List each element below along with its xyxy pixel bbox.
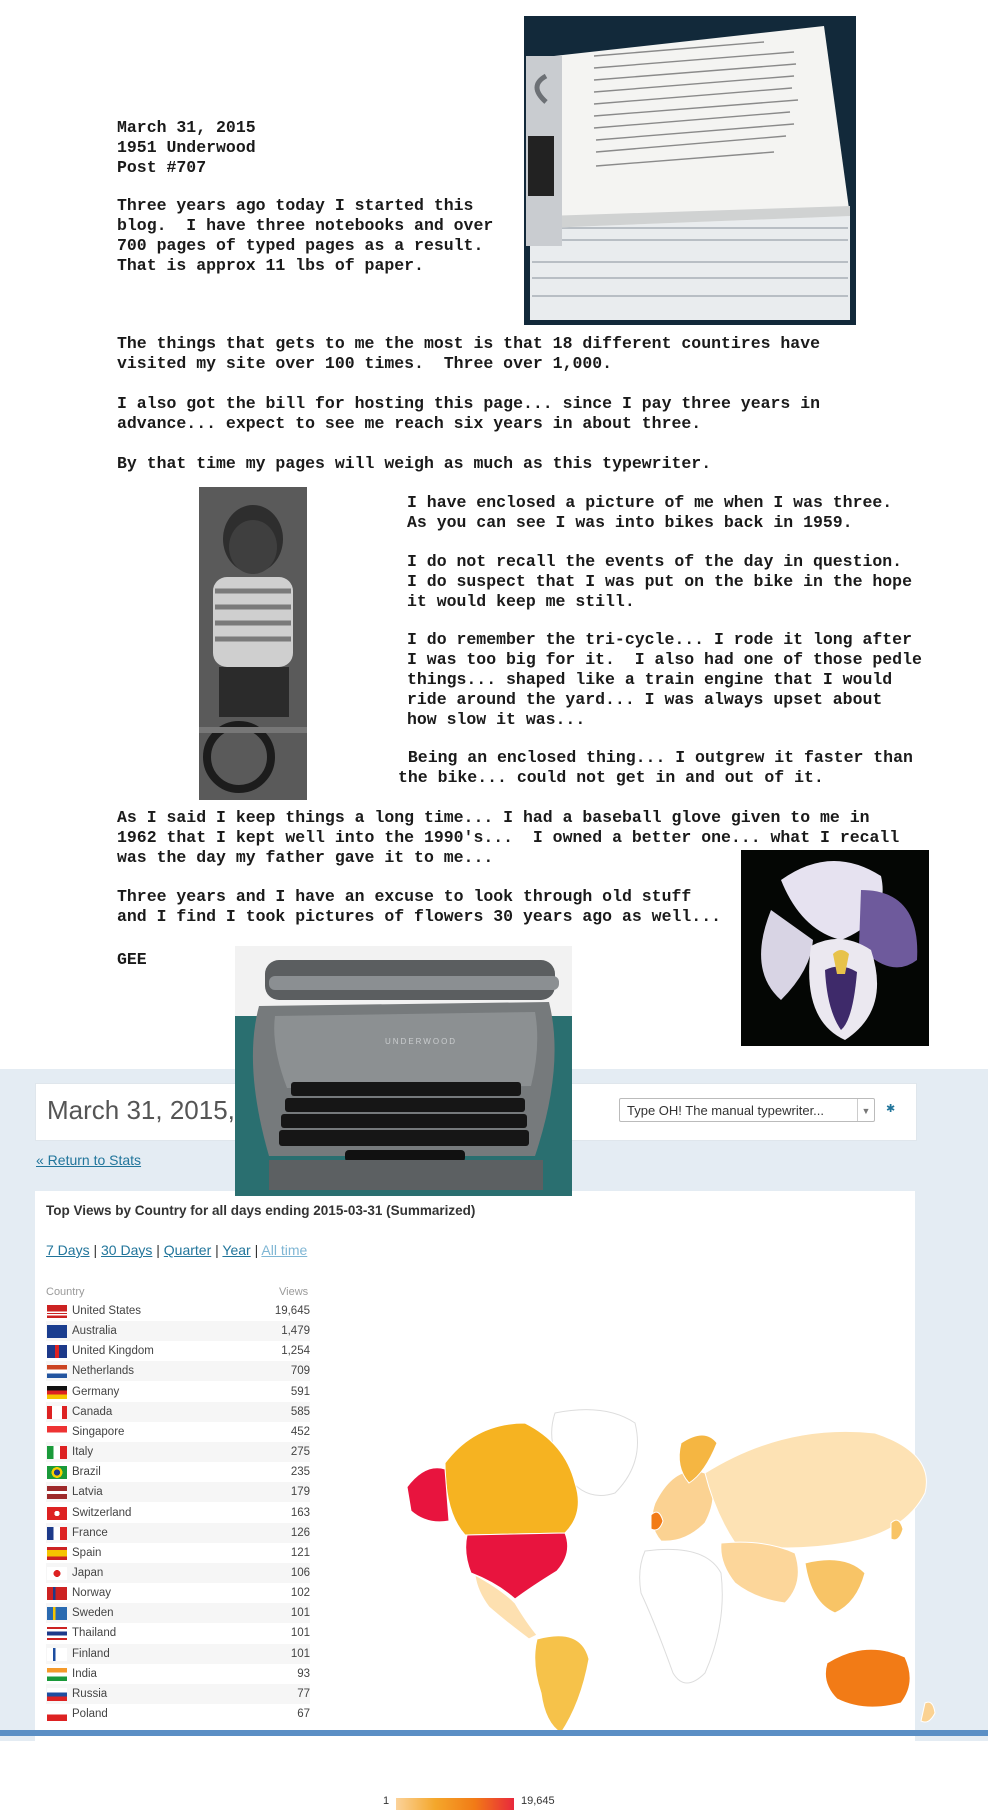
typewriter-brand-label: UNDERWOOD: [385, 1037, 458, 1046]
country-views: 591: [290, 1385, 310, 1398]
country-name: Latvia: [72, 1486, 103, 1499]
country-name: Norway: [72, 1587, 111, 1600]
country-row[interactable]: [46, 1442, 310, 1462]
country-views: 709: [290, 1365, 310, 1378]
period-7-days-link[interactable]: 7 Days: [46, 1242, 90, 1258]
country-views: 101: [290, 1627, 310, 1640]
country-row[interactable]: [46, 1462, 310, 1482]
post-paragraph: By that time my pages will weigh as much as this typewriter.: [117, 454, 712, 473]
country-views: 121: [290, 1546, 310, 1559]
flag-icon: [47, 1406, 67, 1419]
country-views: 275: [290, 1446, 310, 1459]
world-views-map: [405, 1403, 945, 1743]
post-paragraph: Three years ago today I started this blog. I have three notebooks and over 700 pages of typed pages as a result. That is approx 11 lbs of paper.: [117, 196, 494, 275]
flag-icon: [47, 1386, 67, 1399]
country-row[interactable]: [46, 1583, 310, 1603]
binder-photo: [524, 16, 856, 325]
country-row[interactable]: [46, 1361, 310, 1381]
country-views: 585: [290, 1405, 310, 1418]
country-views: 1,254: [281, 1345, 310, 1358]
map-region-southeast-asia: [805, 1560, 865, 1613]
period-quarter-link[interactable]: Quarter: [163, 1242, 212, 1258]
country-row[interactable]: [46, 1321, 310, 1341]
flag-icon: [47, 1627, 67, 1640]
stats-date-title: March 31, 2015,: [47, 1095, 235, 1125]
flag-icon: [47, 1668, 67, 1681]
country-name: Netherlands: [72, 1365, 135, 1378]
post-paragraph: I have enclosed a picture of me when I was three. As you can see I was into bikes back in 1959.: [407, 493, 893, 532]
country-views: 101: [290, 1607, 310, 1620]
country-row[interactable]: [46, 1623, 310, 1643]
country-name: United Kingdom: [72, 1345, 154, 1358]
country-row[interactable]: [46, 1664, 310, 1684]
country-views: 163: [290, 1506, 310, 1519]
map-region-europe: [652, 1471, 713, 1541]
flag-icon: [47, 1365, 67, 1378]
country-name: Brazil: [72, 1466, 101, 1479]
country-views: 126: [290, 1526, 310, 1539]
country-views: 77: [297, 1687, 310, 1700]
country-row[interactable]: [46, 1503, 310, 1523]
iris-flower-photo: [741, 850, 929, 1046]
country-row[interactable]: [46, 1644, 310, 1664]
country-row[interactable]: [46, 1301, 310, 1321]
map-region-south-america: [535, 1636, 589, 1733]
country-name: Canada: [72, 1405, 113, 1418]
country-row[interactable]: [46, 1563, 310, 1583]
page-bottom-border: [0, 1730, 988, 1736]
map-region-new-zealand: [921, 1702, 935, 1722]
period-year-link[interactable]: Year: [222, 1242, 251, 1258]
column-header-country: Country: [46, 1286, 85, 1298]
country-row[interactable]: [46, 1543, 310, 1563]
post-paragraph: I do remember the tri-cycle... I rode it long after I was too big for it. I also had one of those pedle things... shaped like a train engine that I would ride around the yard... I was always upset about how slow it was...: [407, 630, 922, 729]
country-name: Spain: [72, 1546, 102, 1559]
flag-icon: [47, 1486, 67, 1499]
post-paragraph: The things that gets to me the most is that 18 different countires have visited my site over 100 times. Three over 1,000.: [117, 334, 821, 373]
flag-icon: [47, 1547, 67, 1560]
flag-icon: [47, 1446, 67, 1459]
country-views: 452: [290, 1425, 310, 1438]
post-header: March 31, 2015 1951 Underwood Post #707: [117, 118, 256, 177]
flag-icon: [47, 1466, 67, 1479]
flag-icon: [47, 1305, 67, 1318]
map-region-africa: [640, 1549, 723, 1683]
flag-icon: [47, 1567, 67, 1580]
country-views-panel: [35, 1191, 915, 1807]
country-row[interactable]: [46, 1341, 310, 1361]
column-header-views: Views: [279, 1286, 309, 1298]
country-views: 179: [290, 1486, 310, 1499]
country-name: Sweden: [72, 1607, 114, 1620]
blog-select-value: Type OH! The manual typewriter...: [627, 1103, 825, 1118]
flag-icon: [47, 1708, 67, 1721]
country-row[interactable]: [46, 1684, 310, 1704]
country-views: 106: [290, 1566, 310, 1579]
period-all-time-link[interactable]: All time: [261, 1242, 308, 1258]
post-paragraph: Being an enclosed thing... I outgrew it faster than the bike... could not get in and out of it.: [398, 748, 913, 787]
flag-icon: [47, 1688, 67, 1701]
country-views: 102: [290, 1587, 310, 1600]
post-signature: GEE: [117, 950, 147, 969]
legend-max: 19,645: [521, 1795, 555, 1807]
legend-min: 1: [383, 1795, 390, 1807]
country-name: Thailand: [72, 1627, 117, 1640]
country-views: 19,645: [274, 1305, 310, 1317]
post-paragraph: As I said I keep things a long time... I had a baseball glove given to me in 1962 that I kept well into the 1990's... I owned a better one... what I recall was the day my father gave it to me...: [117, 808, 900, 867]
country-row[interactable]: [46, 1704, 310, 1724]
dropdown-arrow-icon: ▼: [857, 1099, 874, 1121]
country-name: Switzerland: [72, 1506, 132, 1519]
underwood-typewriter-photo: [235, 946, 572, 1196]
map-region-japan: [891, 1520, 903, 1540]
flag-icon: [47, 1648, 67, 1661]
flag-icon: [47, 1587, 67, 1600]
post-paragraph: I do not recall the events of the day in question. I do suspect that I was put on the bike in the hope it would keep me still.: [407, 552, 912, 611]
country-row[interactable]: [46, 1402, 310, 1422]
flag-icon: [47, 1426, 67, 1439]
country-name: Germany: [72, 1385, 120, 1398]
country-name: United States: [72, 1305, 142, 1317]
country-name: Italy: [72, 1446, 94, 1459]
flag-icon: [47, 1325, 67, 1338]
country-row[interactable]: [46, 1603, 310, 1623]
country-views: 93: [297, 1667, 310, 1680]
post-paragraph: I also got the bill for hosting this page... since I pay three years in advance... expect to see me reach six years in about three.: [117, 394, 821, 433]
country-name: Australia: [72, 1325, 117, 1338]
country-name: Finland: [72, 1647, 110, 1660]
flag-icon: [47, 1607, 67, 1620]
map-legend: [383, 1795, 555, 1807]
map-region-south-asia: [721, 1542, 799, 1603]
country-views: 1,479: [281, 1325, 310, 1338]
country-name: France: [72, 1526, 108, 1539]
post-paragraph: Three years and I have an excuse to look through old stuff and I find I took pictures of flowers 30 years ago as well...: [117, 887, 721, 926]
country-name: Singapore: [72, 1425, 125, 1438]
period-30-days-link[interactable]: 30 Days: [101, 1242, 153, 1258]
country-row[interactable]: [46, 1382, 310, 1402]
country-row[interactable]: [46, 1422, 310, 1442]
map-region-australia: [825, 1649, 910, 1707]
country-name: India: [72, 1667, 97, 1680]
country-views: 235: [290, 1466, 310, 1479]
country-name: Russia: [72, 1687, 108, 1700]
period-selector: 7 Days | 30 Days | Quarter | Year | All time: [46, 1242, 308, 1258]
country-name: Poland: [72, 1708, 108, 1720]
map-region-alaska: [407, 1468, 449, 1522]
blog-select-dropdown[interactable]: [619, 1098, 875, 1122]
flag-icon: [47, 1527, 67, 1540]
country-views: 67: [297, 1708, 310, 1720]
country-row[interactable]: [46, 1482, 310, 1502]
country-views: 101: [290, 1647, 310, 1660]
country-row[interactable]: [46, 1523, 310, 1543]
return-to-stats-link[interactable]: « Return to Stats: [36, 1152, 142, 1168]
settings-icon[interactable]: ✱: [886, 1103, 896, 1115]
childhood-photo: [199, 487, 307, 800]
country-name: Japan: [72, 1566, 104, 1579]
panel-title: Top Views by Country for all days ending 2015-03-31 (Summarized): [46, 1203, 476, 1218]
flag-icon: [47, 1507, 67, 1520]
flag-icon: [47, 1345, 67, 1358]
